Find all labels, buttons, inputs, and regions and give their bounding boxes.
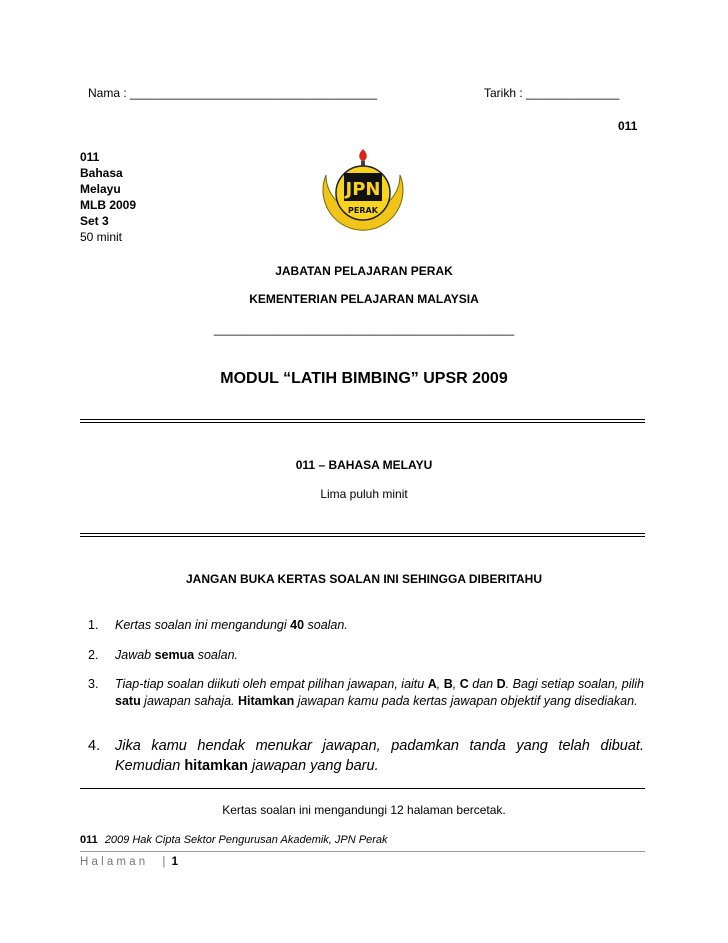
option-d: D (496, 677, 506, 691)
instruction-text: , (436, 677, 444, 691)
instruction-4 (88, 736, 644, 778)
warning-text: JANGAN BUKA KERTAS SOALAN INI SEHINGGA DIBERITAHU (185, 572, 542, 586)
halaman-label: H a l a m a n (80, 856, 146, 868)
double-rule-bottom (80, 533, 645, 537)
page-number: 1 (171, 856, 179, 868)
footer-rule (80, 851, 645, 852)
instruction-text: jawapan sahaja. (140, 694, 238, 708)
footer-copyright (80, 834, 388, 846)
instruction-text: , (452, 677, 460, 691)
instruction-text: . Bagi setiap soalan, pilih (505, 677, 644, 691)
footer-copyright-text: 2009 Hak Cipta Sektor Pengurusan Akademik, JPN Perak (104, 834, 388, 846)
paper-info-subject-1: Bahasa (80, 166, 123, 180)
instruction-text: Jika kamu hendak menukar jawapan, padamkan tanda yang telah dibuat. Kemudian (115, 738, 644, 774)
instruction-2 (88, 647, 644, 665)
instruction-bold: satu (115, 694, 141, 708)
instruction-number: 3. (88, 677, 99, 691)
paper-code-right: 011 (618, 119, 638, 133)
instruction-bold: hitamkan (184, 758, 248, 774)
instruction-3 (88, 676, 644, 728)
logo-text: PERAK (348, 206, 378, 215)
instruction-number: 2. (88, 648, 99, 662)
instruction-text: jawapan yang baru. (248, 758, 379, 774)
paper-name: 011 – BAHASA MELAYU (295, 458, 433, 472)
paper-info-set: Set 3 (80, 214, 109, 228)
instruction-text: soalan. (304, 618, 348, 632)
footer-code: 011 (80, 834, 98, 846)
jpn-perak-logo (312, 145, 414, 240)
page-count-note: Kertas soalan ini mengandungi 12 halaman bercetak. (222, 803, 506, 817)
module-title: MODUL “LATIH BIMBING” UPSR 2009 (220, 370, 508, 387)
tarikh-field: Tarikh : ______________ (484, 86, 620, 100)
paper-info-duration: 50 minit (80, 230, 123, 244)
paper-duration: Lima puluh minit (320, 487, 408, 501)
option-b: B (443, 677, 453, 691)
option-a: A (427, 677, 437, 691)
double-rule-top (80, 419, 645, 423)
paper-info-module: MLB 2009 (80, 198, 137, 212)
logo-letters: JPN (345, 179, 381, 200)
instruction-number: 4. (88, 738, 101, 754)
instruction-bold: semua (154, 648, 195, 662)
org-rule: _____________________________________________ (213, 322, 515, 336)
option-c: C (459, 677, 469, 691)
instruction-bold: Hitamkan (238, 694, 295, 708)
instruction-text: Kertas soalan ini mengandungi (115, 618, 291, 632)
page-label (80, 856, 178, 868)
paper-info-subject-2: Melayu (80, 182, 121, 196)
org-line-2: KEMENTERIAN PELAJARAN MALAYSIA (249, 292, 479, 306)
instruction-number: 1. (88, 618, 99, 632)
instruction-bold: 40 (290, 618, 305, 632)
paper-info-code: 011 (80, 150, 100, 164)
org-line-1: JABATAN PELAJARAN PERAK (275, 264, 453, 278)
instruction-1 (88, 617, 644, 635)
footer-rule-top (80, 788, 645, 789)
nama-field: Nama : _____________________________________ (88, 86, 377, 100)
page-separator: | (162, 856, 166, 868)
instruction-text: Tiap-tiap soalan diikuti oleh empat pilihan jawapan, iaitu (115, 677, 428, 691)
instruction-text: Jawab (115, 648, 155, 662)
paper-info (80, 149, 136, 245)
instruction-text: soalan. (194, 648, 238, 662)
instruction-text: dan (468, 677, 497, 691)
instruction-text: jawapan kamu pada kertas jawapan objektif yang disediakan. (294, 694, 638, 708)
